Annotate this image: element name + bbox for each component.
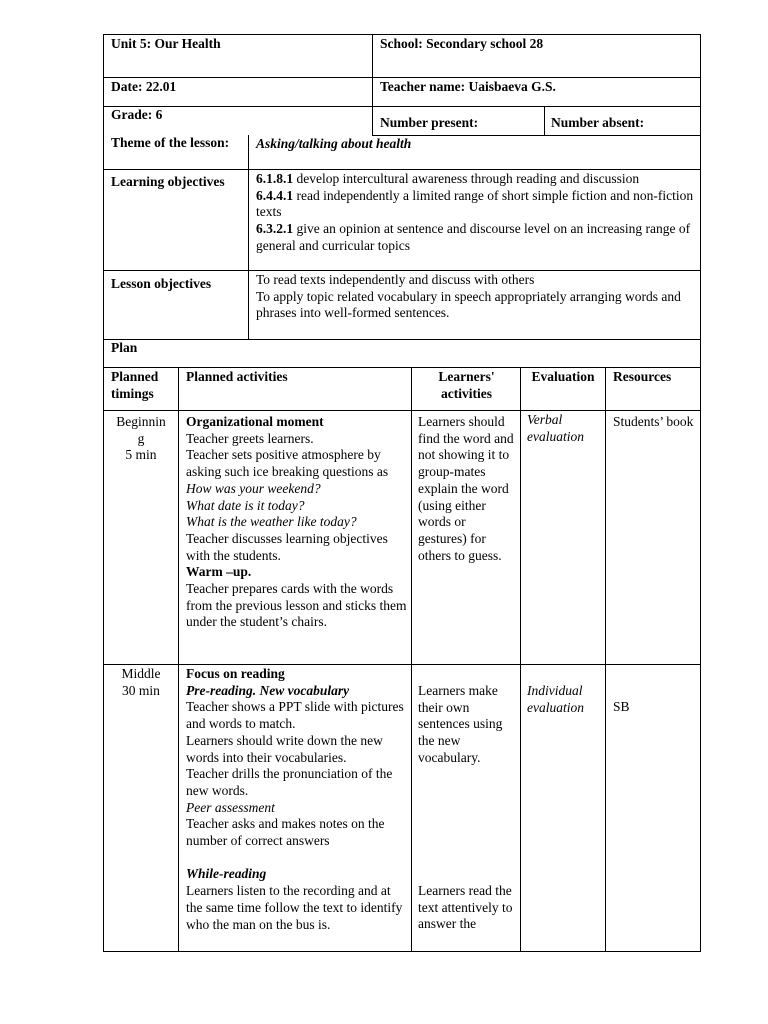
learning-objectives-label: Learning objectives — [111, 174, 225, 189]
objective-text: read independently a limited range of short simple fiction and non-fiction texts — [256, 187, 694, 220]
objective-item — [256, 171, 696, 188]
col-header-activities: Planned activities — [186, 369, 288, 384]
timing-cell — [106, 414, 176, 464]
activity-line: Peer assessment — [186, 799, 275, 815]
theme-label: Theme of the lesson: — [111, 135, 230, 150]
objective-text: develop intercultural awareness through reading and discussion — [293, 171, 640, 186]
learners-cell: Learners should find the word and not showing it to group-mates explain the word (using either words or gestures) for others to guess. — [418, 414, 514, 563]
table-border-top — [103, 34, 701, 35]
activity-line: How was your weekend? — [186, 480, 321, 496]
col-divider — [605, 367, 606, 952]
teacher-name: Teacher name: Uaisbaeva G.S. — [380, 79, 556, 94]
activity-line: Learners should write down the new words into their vocabularies. — [186, 732, 383, 765]
plan-heading: Plan — [111, 340, 138, 355]
row-divider — [103, 410, 701, 411]
activity-line: Teacher asks and makes notes on the number of correct answers — [186, 816, 385, 849]
lesson-objectives-text — [256, 272, 696, 322]
col-header-evaluation: Evaluation — [531, 369, 595, 384]
number-present: Number present: — [380, 115, 479, 130]
unit-title: Unit 5: Our Health — [111, 36, 221, 51]
objective-code: 6.4.4.1 — [256, 187, 294, 203]
col-divider — [372, 34, 373, 136]
activity-line: Pre-reading. New vocabulary — [186, 682, 350, 698]
table-border-left — [103, 34, 104, 952]
row-divider — [103, 169, 701, 170]
activity-line: Teacher shows a PPT slide with pictures and words to match. — [186, 699, 404, 732]
row-divider — [103, 367, 701, 368]
timing-text: 5 min — [125, 447, 157, 463]
activity-line: Teacher prepares cards with the words from the previous lesson and sticks them under the student’s chairs. — [186, 581, 407, 630]
lesson-objective-line: To apply topic related vocabulary in speech appropriately arranging words and phrases into well-formed sentences. — [256, 288, 681, 321]
col-divider — [248, 135, 249, 339]
school-name: School: Secondary school 28 — [380, 36, 544, 51]
activity-line: What is the weather like today? — [186, 514, 357, 530]
activity-line: Learners listen to the recording and at the same time follow the text to identify who the man on the bus is. — [186, 883, 403, 932]
activity-line: Teacher greets learners. — [186, 430, 314, 446]
activity-line: Teacher discusses learning objectives with the students. — [186, 530, 388, 563]
objective-code: 6.1.8.1 — [256, 171, 294, 186]
col-header-resources: Resources — [613, 369, 672, 384]
activity-line: Warm –up. — [186, 564, 252, 580]
col-divider — [178, 367, 179, 952]
learning-objectives-list — [256, 171, 696, 255]
lesson-objectives-label: Lesson objectives — [111, 276, 212, 291]
col-header-timings: Planned timings — [111, 369, 159, 401]
timing-cell — [106, 666, 176, 699]
timing-text: Middle — [121, 666, 161, 681]
timing-text: 30 min — [122, 682, 160, 698]
col-divider — [544, 106, 545, 136]
activity-line: Teacher sets positive atmosphere by asking such ice breaking questions as — [186, 447, 389, 480]
evaluation-cell: Verbal evaluation — [527, 412, 584, 444]
table-border-bottom — [103, 951, 701, 952]
col-divider — [520, 367, 521, 952]
col-divider — [411, 367, 412, 952]
evaluation-cell: Individual evaluation — [527, 683, 584, 715]
activity-line: What date is it today? — [186, 497, 305, 513]
activity-line: Organizational moment — [186, 414, 324, 429]
resources-cell: SB — [613, 699, 630, 714]
col-header-learners: Learners' activities — [438, 369, 495, 401]
row-divider — [103, 270, 701, 271]
activity-line — [186, 850, 408, 867]
activity-line: Teacher drills the pronunciation of the new words. — [186, 766, 393, 798]
lesson-objective-line: To read texts independently and discuss with others — [256, 272, 535, 287]
activity-line: Focus on reading — [186, 666, 285, 681]
objective-text: give an opinion at sentence and discourse level on an increasing range of general and curricular topics — [256, 221, 691, 253]
resources-cell: Students’ book — [613, 414, 694, 429]
grade: Grade: 6 — [111, 107, 163, 122]
row-divider — [103, 664, 701, 665]
activity-line: While-reading — [186, 866, 267, 882]
activities-cell — [186, 666, 408, 933]
activities-cell — [186, 414, 408, 631]
objective-item — [256, 221, 696, 254]
objective-item — [256, 188, 696, 221]
objective-code: 6.3.2.1 — [256, 221, 294, 237]
learners-cell: Learners make their own sentences using the new vocabulary. — [418, 683, 503, 765]
theme-value: Asking/talking about health — [256, 136, 412, 151]
row-divider — [103, 77, 701, 78]
lesson-date: Date: 22.01 — [111, 79, 177, 94]
table-border-right — [700, 34, 701, 952]
learners-cell: Learners read the text attentively to answer the — [418, 883, 513, 932]
timing-text: g — [137, 430, 145, 446]
timing-text: Beginnin — [116, 414, 166, 429]
number-absent: Number absent: — [551, 115, 645, 130]
